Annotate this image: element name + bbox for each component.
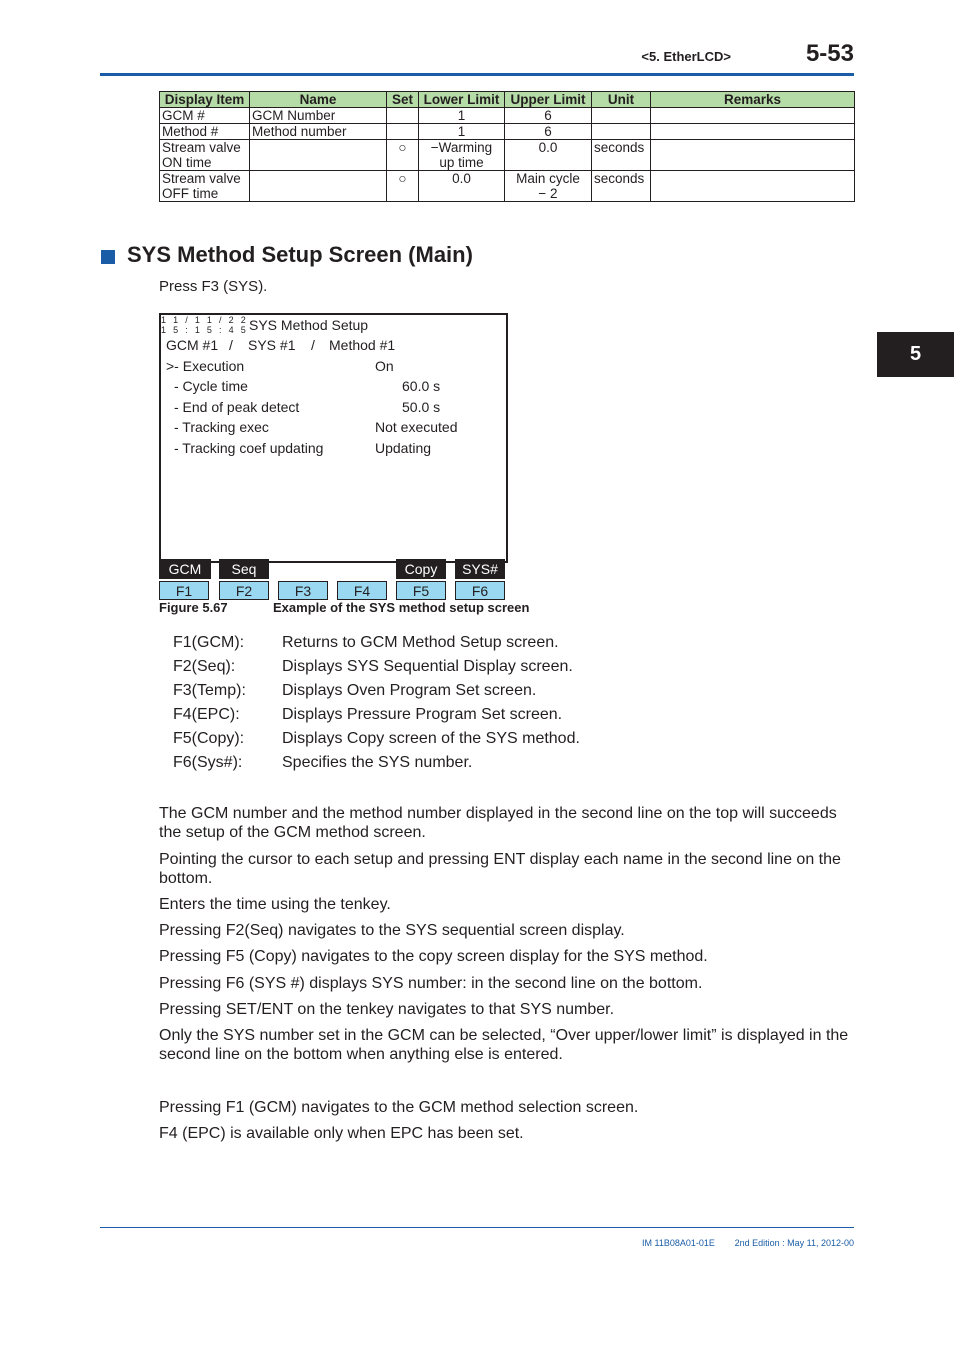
table-cell: [651, 124, 855, 140]
table-cell: GCM #: [160, 108, 250, 124]
body-paragraph: Pressing F2(Seq) navigates to the SYS sequential screen display.: [159, 922, 625, 939]
table-cell: [505, 171, 592, 202]
table-header-row: [160, 92, 855, 108]
table-cell: seconds: [592, 140, 651, 171]
table-cell: 6: [505, 108, 592, 124]
lcd-row-value: On: [375, 358, 394, 374]
table-cell: [387, 108, 419, 124]
key-description: Specifies the SYS number.: [282, 754, 473, 771]
body-paragraph: Only the SYS number set in the GCM can be selected, “Over upper/lower limit” is displayed in the second line on the bottom when anything else is entered.: [159, 1027, 849, 1063]
table-cell: ○: [387, 140, 419, 171]
lcd-breadcrumb-sys: SYS #1: [248, 337, 296, 353]
key-label: F6(Sys#):: [173, 754, 243, 771]
key-description: Displays Pressure Program Set screen.: [282, 706, 563, 723]
column-header: Unit: [592, 92, 651, 108]
key-label: F5(Copy):: [173, 730, 245, 747]
lcd-breadcrumb-gcm: GCM #1: [166, 337, 219, 353]
table-cell: Method #: [160, 124, 250, 140]
table-cell: 0.0: [419, 171, 505, 202]
lcd-title: SYS Method Setup: [249, 317, 369, 333]
table-row: [160, 108, 855, 124]
softkey-sys-number[interactable]: SYS#: [455, 559, 505, 579]
table-cell: [651, 108, 855, 124]
key-description: Displays SYS Sequential Display screen.: [282, 658, 573, 675]
table-cell: 6: [505, 124, 592, 140]
lcd-row-value: Updating: [375, 440, 432, 456]
lcd-row-value: 60.0 s: [402, 378, 441, 394]
lcd-screen: [159, 313, 508, 563]
column-header: Upper Limit: [505, 92, 592, 108]
footer-document-id: IM 11B08A01-01E: [642, 1238, 715, 1248]
softkey-copy[interactable]: Copy: [396, 559, 446, 579]
table-cell: [651, 140, 855, 171]
table-cell: Method number: [250, 124, 387, 140]
lcd-row-label[interactable]: - Cycle time: [174, 378, 248, 394]
section-bullet-square-icon: [101, 250, 115, 264]
function-key-f2[interactable]: F2: [219, 581, 269, 600]
column-header: Remarks: [651, 92, 855, 108]
column-header: Name: [250, 92, 387, 108]
footer-edition: 2nd Edition : May 11, 2012-00: [734, 1238, 854, 1248]
table-cell: [419, 140, 505, 171]
spec-table: [159, 91, 855, 202]
body-paragraph: Pressing F1 (GCM) navigates to the GCM method selection screen.: [159, 1099, 639, 1116]
key-label: F2(Seq):: [173, 658, 236, 675]
lcd-row-label[interactable]: - End of peak detect: [174, 399, 300, 415]
table-cell: [592, 124, 651, 140]
softkey-seq[interactable]: Seq: [219, 559, 269, 579]
key-label: F3(Temp):: [173, 682, 246, 699]
table-cell: [250, 171, 387, 202]
function-key-f5[interactable]: F5: [396, 581, 446, 600]
body-paragraph: Pressing SET/ENT on the tenkey navigates to that SYS number.: [159, 1001, 615, 1018]
lcd-row-value: 50.0 s: [402, 399, 441, 415]
cell-line: Main cycle: [516, 171, 580, 186]
function-key-f3[interactable]: F3: [278, 581, 328, 600]
cell-line: − 2: [538, 186, 558, 201]
table-row: [160, 171, 855, 202]
table-cell: [592, 108, 651, 124]
table-cell: ○: [387, 171, 419, 202]
body-paragraph: Enters the time using the tenkey.: [159, 896, 391, 913]
table-cell: [160, 171, 250, 202]
body-paragraph: Pointing the cursor to each setup and pressing ENT display each name in the second line on the bottom.: [159, 851, 841, 887]
table-cell: [387, 124, 419, 140]
table-row: [160, 124, 855, 140]
lcd-row-label[interactable]: - Tracking coef updating: [174, 440, 324, 456]
cell-line: up time: [439, 155, 484, 170]
body-paragraph: The GCM number and the method number displayed in the second line on the top will succeeds the setup of the GCM method screen.: [159, 805, 837, 841]
table-cell: [651, 171, 855, 202]
table-cell: [250, 140, 387, 171]
footer-rule: [100, 1227, 854, 1228]
body-paragraph: F4 (EPC) is available only when EPC has been set.: [159, 1125, 524, 1142]
cell-line: ON time: [162, 155, 212, 170]
lcd-breadcrumb-method: Method #1: [329, 337, 396, 353]
function-key-f4[interactable]: F4: [337, 581, 387, 600]
key-description: Returns to GCM Method Setup screen.: [282, 634, 559, 651]
lcd-date: 1 1 / 1 1 / 2 2: [161, 315, 249, 325]
table-row: [160, 140, 855, 171]
table-cell: 1: [419, 124, 505, 140]
key-description: Displays Copy screen of the SYS method.: [282, 730, 580, 747]
key-label: F4(EPC):: [173, 706, 240, 723]
cell-line: −Warming: [430, 140, 493, 155]
key-label: F1(GCM):: [173, 634, 245, 651]
function-key-f1[interactable]: F1: [159, 581, 209, 600]
section-title: SYS Method Setup Screen (Main): [127, 242, 473, 267]
cell-line: OFF time: [162, 186, 219, 201]
body-paragraph: Pressing F5 (Copy) navigates to the copy screen display for the SYS method.: [159, 948, 708, 965]
cell-line: Stream valve: [162, 140, 241, 155]
figure-caption: Example of the SYS method setup screen: [273, 600, 530, 615]
softkey-gcm[interactable]: GCM: [159, 559, 211, 579]
body-paragraph: Pressing F6 (SYS #) displays SYS number: in the second line on the bottom.: [159, 975, 703, 992]
lcd-row-label[interactable]: >- Execution: [166, 358, 245, 374]
lcd-time: 1 5 : 1 5 : 4 5: [161, 325, 249, 335]
table-cell: 0.0: [505, 140, 592, 171]
chapter-tab: 5: [877, 332, 954, 377]
lcd-breadcrumb-separator: /: [229, 337, 233, 353]
running-header-section: <5. EtherLCD>: [641, 49, 731, 64]
lcd-row-value: Not executed: [375, 419, 458, 435]
intro-text: Press F3 (SYS).: [159, 278, 268, 295]
column-header: Display Item: [160, 92, 250, 108]
table-cell: 1: [419, 108, 505, 124]
page-number: 5-53: [805, 40, 854, 67]
column-header: Set: [387, 92, 419, 108]
cell-line: Stream valve: [162, 171, 241, 186]
figure-number: Figure 5.67: [159, 600, 228, 615]
column-header: Lower Limit: [419, 92, 505, 108]
table-cell: seconds: [592, 171, 651, 202]
table-cell: [160, 140, 250, 171]
lcd-row-label[interactable]: - Tracking exec: [174, 419, 269, 435]
key-description: Displays Oven Program Set screen.: [282, 682, 537, 699]
function-key-f6[interactable]: F6: [455, 581, 505, 600]
header-rule: [100, 73, 854, 76]
lcd-breadcrumb-separator: /: [311, 337, 315, 353]
table-cell: GCM Number: [250, 108, 387, 124]
